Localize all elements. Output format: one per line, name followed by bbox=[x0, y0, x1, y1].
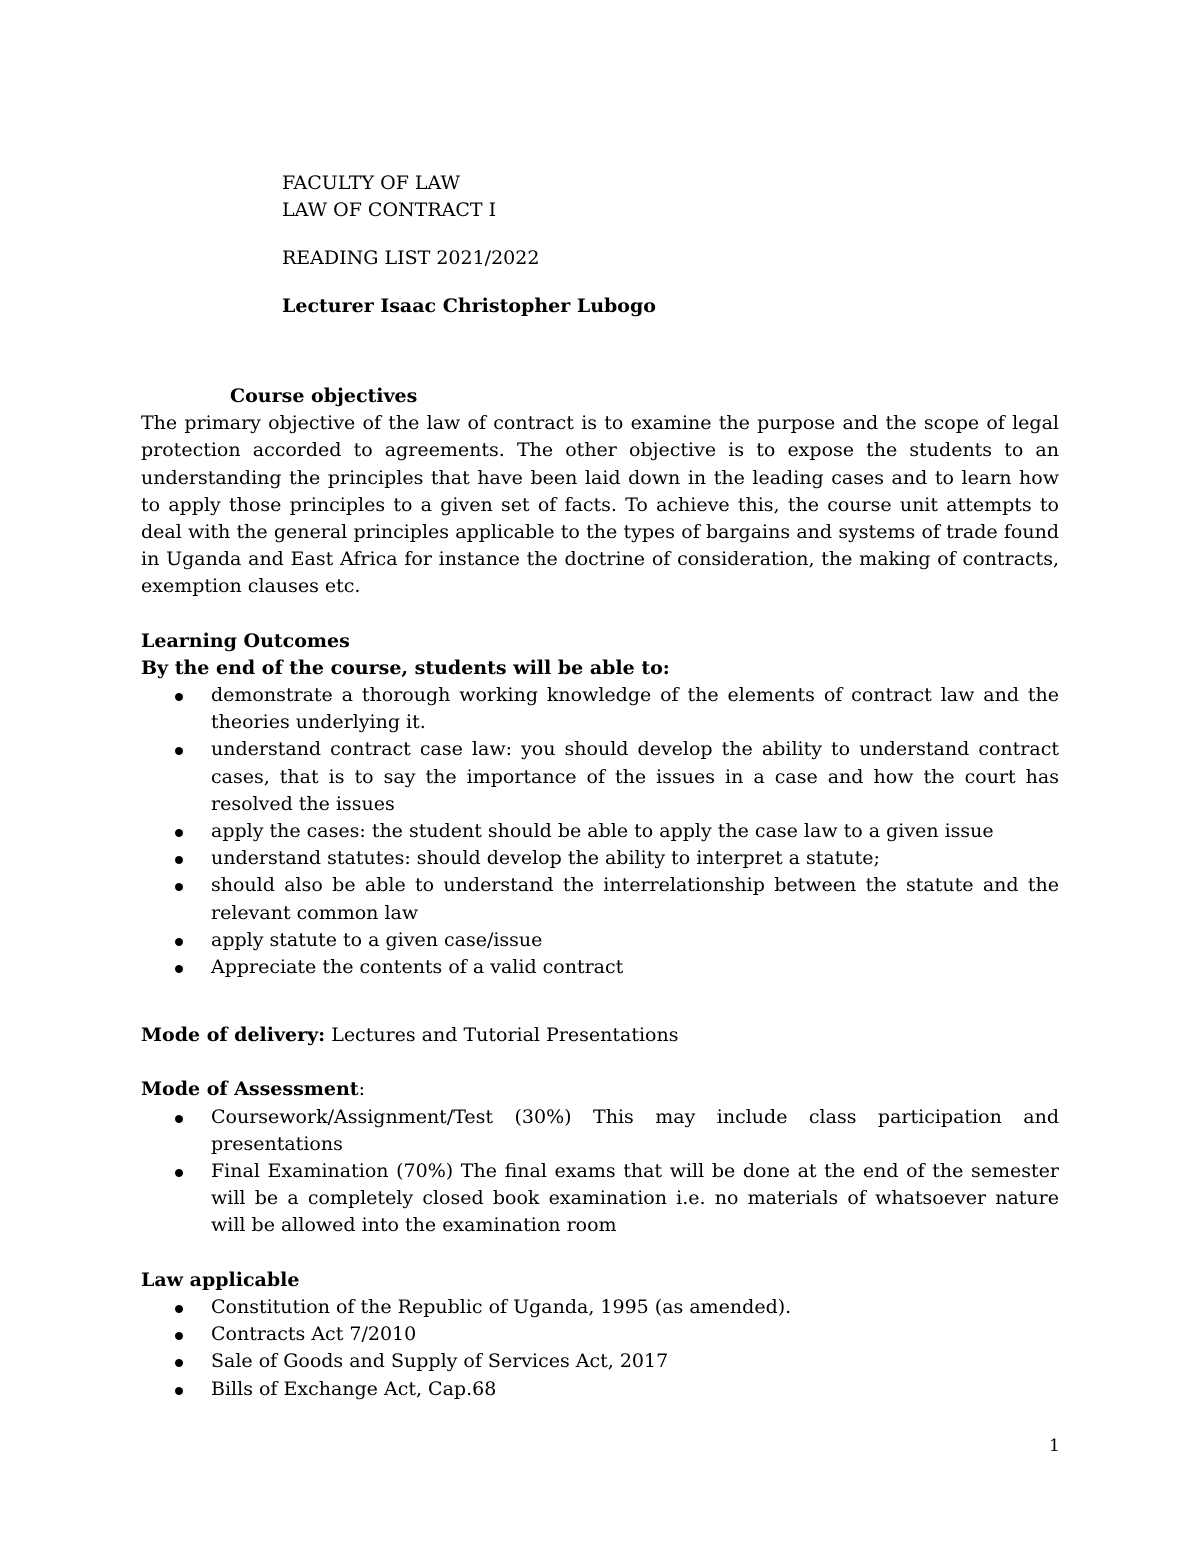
bullet-icon bbox=[175, 965, 183, 973]
bullet-icon bbox=[175, 1332, 183, 1340]
course-objectives-paragraph: The primary objective of the law of contract is to examine the purpose and the scope of legal protection accorded to agreements. The other objective is to expose the students to an understanding the principles that have been laid down in the leading cases and to learn how to apply those principles to a given set of facts. To achieve this, the course unit attempts to deal with the general principles applicable to the types of bargains and systems of trade found in Uganda and East Africa for instance the doctrine of consideration, the making of contracts, exemption clauses etc. bbox=[141, 412, 1059, 598]
reading-list-title: READING LIST 2021/2022 bbox=[282, 247, 540, 269]
bullet-icon bbox=[175, 1359, 183, 1367]
course-objectives-heading: Course objectives bbox=[230, 385, 418, 407]
bullet-icon bbox=[175, 1115, 183, 1123]
learning-outcomes-heading: Learning Outcomes bbox=[141, 629, 350, 652]
bullet-icon bbox=[175, 1305, 183, 1313]
learning-outcomes-list bbox=[141, 682, 1059, 981]
learning-outcomes-subheading: By the end of the course, students will be able to: bbox=[141, 656, 670, 679]
bullet-icon bbox=[175, 829, 183, 837]
bullet-icon bbox=[175, 938, 183, 946]
list-item: Bills of Exchange Act, Cap.68 bbox=[141, 1376, 1059, 1403]
bullet-icon bbox=[175, 883, 183, 891]
law-applicable-list bbox=[141, 1294, 1059, 1403]
document-body bbox=[141, 383, 1059, 1403]
bullet-icon bbox=[175, 1169, 183, 1177]
list-item: Sale of Goods and Supply of Services Act, 2017 bbox=[141, 1348, 1059, 1375]
list-item: understand contract case law: you should develop the ability to understand contract cases, that is to say the importance of the issues in a case and how the court has resolved the issues bbox=[141, 736, 1059, 818]
lecturer-name: Lecturer Isaac Christopher Lubogo bbox=[282, 295, 656, 317]
mode-of-delivery bbox=[141, 1022, 1059, 1049]
mode-of-assessment-heading: Mode of Assessment: bbox=[141, 1078, 365, 1101]
list-item: Final Examination (70%) The final exams that will be done at the end of the semester will be a completely closed book examination i.e. no materials of whatsoever nature will be allowed into the examination room bbox=[141, 1158, 1059, 1240]
list-item: apply statute to a given case/issue bbox=[141, 927, 1059, 954]
list-item: should also be able to understand the interrelationship between the statute and the relevant common law bbox=[141, 872, 1059, 926]
law-applicable-heading: Law applicable bbox=[141, 1268, 300, 1291]
list-item: apply the cases: the student should be able to apply the case law to a given issue bbox=[141, 818, 1059, 845]
assessment-list bbox=[141, 1104, 1059, 1240]
list-item: demonstrate a thorough working knowledge of the elements of contract law and the theories underlying it. bbox=[141, 682, 1059, 736]
bullet-icon bbox=[175, 747, 183, 755]
list-item: Contracts Act 7/2010 bbox=[141, 1321, 1059, 1348]
mode-of-delivery-value: Lectures and Tutorial Presentations bbox=[325, 1024, 679, 1047]
document-header bbox=[282, 170, 656, 320]
list-item: Coursework/Assignment/Test (30%) This may include class participation and presentations bbox=[141, 1104, 1059, 1158]
list-item: Appreciate the contents of a valid contract bbox=[141, 954, 1059, 981]
list-item: Constitution of the Republic of Uganda, 1995 (as amended). bbox=[141, 1294, 1059, 1321]
list-item: understand statutes: should develop the ability to interpret a statute; bbox=[141, 845, 1059, 872]
bullet-icon bbox=[175, 1387, 183, 1395]
bullet-icon bbox=[175, 856, 183, 864]
mode-of-delivery-label: Mode of delivery: bbox=[141, 1024, 326, 1047]
course-title: LAW OF CONTRACT I bbox=[282, 199, 497, 221]
page-number: 1 bbox=[1049, 1436, 1060, 1456]
bullet-icon bbox=[175, 693, 183, 701]
faculty-title: FACULTY OF LAW bbox=[282, 172, 461, 194]
